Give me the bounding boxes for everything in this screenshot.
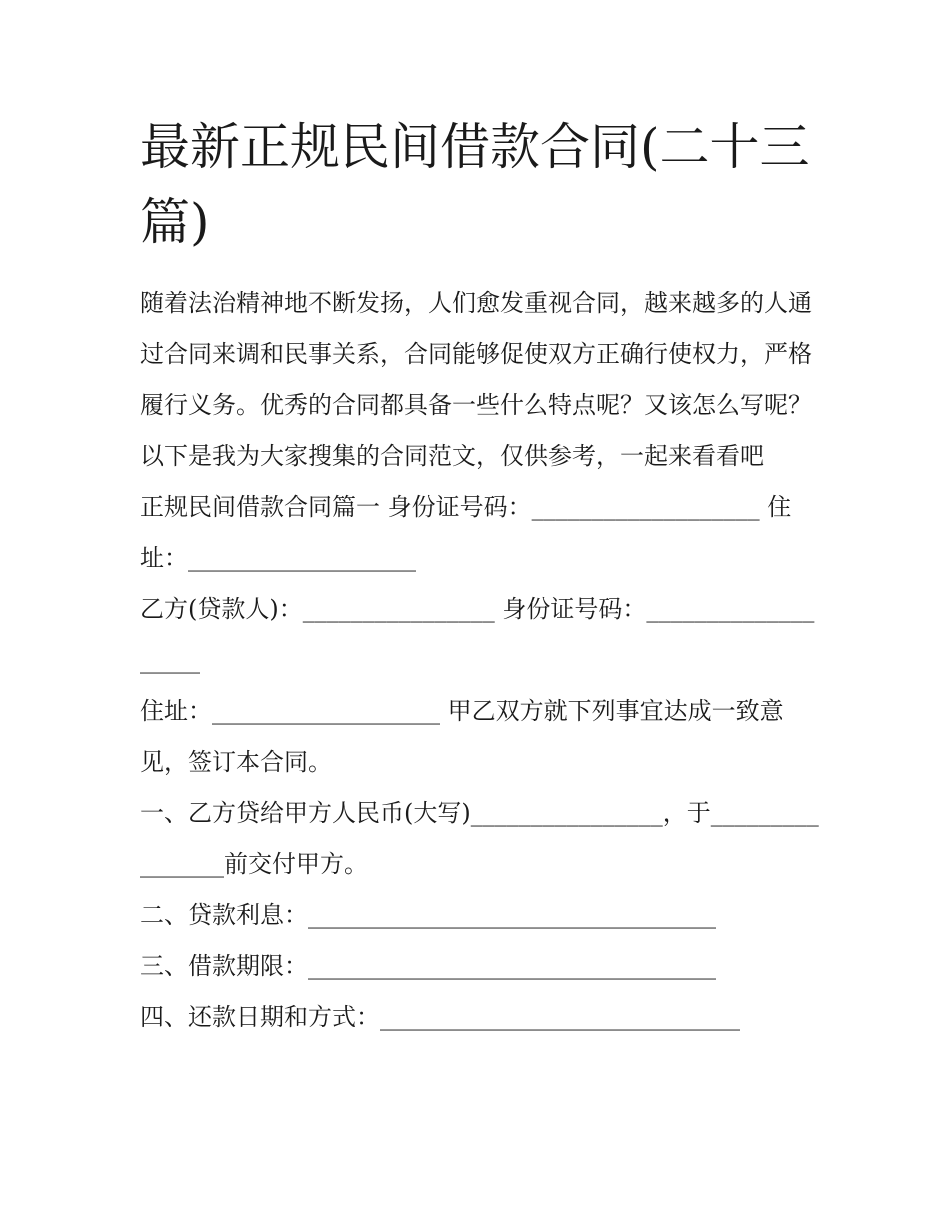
contract-line-borrower-info: 正规民间借款合同篇一 身份证号码：___________________ 住址：___________________ [140, 493, 792, 572]
contract-line-lender-info: 乙方(贷款人)：________________ 身份证号码：___________________ [140, 595, 815, 674]
document-title: 最新正规民间借款合同(二十三篇) [140, 118, 810, 251]
intro-paragraph: 随着法治精神地不断发扬，人们愈发重视合同，越来越多的人通过合同来调和民事关系，合同能够促使双方正确行使权力，严格履行义务。优秀的合同都具备一些什么特点呢？又该怎么写呢？以下是我为大家搜集的合同范文，仅供参考，一起来看看吧 [140, 289, 812, 470]
contract-clause-repayment: 四、还款日期和方式：______________________________ [140, 1003, 740, 1031]
contract-clause-interest: 二、贷款利息：__________________________________ [140, 901, 716, 929]
document-page [140, 110, 820, 1043]
contract-clause-loan-amount: 一、乙方贷给甲方人民币(大写)________________，于________________前交付甲方。 [140, 799, 819, 878]
contract-line-address-agreement: 住址：___________________ 甲乙双方就下列事宜达成一致意见，签订本合同。 [140, 697, 784, 776]
contract-clause-term: 三、借款期限：__________________________________ [140, 952, 716, 980]
